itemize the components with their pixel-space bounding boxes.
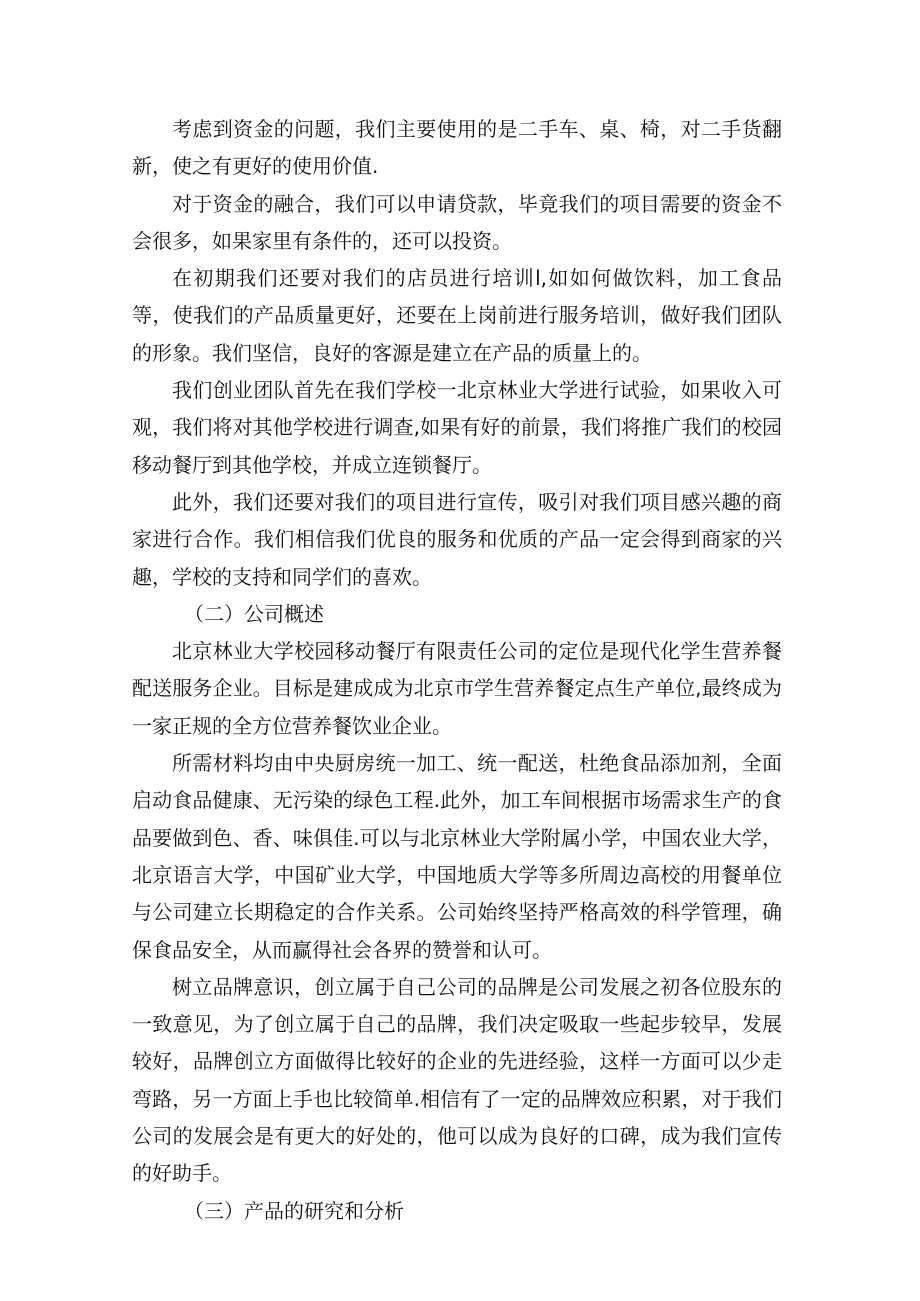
document-body: [132, 111, 782, 1230]
paragraph-company-positioning: 北京林业大学校园移动餐厅有限责任公司的定位是现代化学生营养餐配送服务企业。目标是建成成为北京市学生营养餐定点生产单位,最终成为一家正规的全方位营养餐饮业企业。: [132, 639, 782, 738]
section-heading-company-overview: （二）公司概述: [184, 601, 324, 626]
paragraph-promotion: 此外，我们还要对我们的项目进行宣传，吸引对我们项目感兴趣的商家进行合作。我们相信我们优良的服务和优质的产品一定会得到商家的兴趣，学校的支持和同学们的喜欢。: [132, 489, 782, 589]
paragraph-brand-awareness: 树立品牌意识，创立属于自己公司的品牌是公司发展之初各位股东的一致意见，为了创立属于自己的品牌，我们决定吸取一些起步较早，发展较好，品牌创立方面做得比较好的企业的先进经验，这样一方面可以少走弯路，另一方面上手也比较简单.相信有了一定的品牌效应积累，对于我们公司的发展会是有更大的好处的，他可以成为良好的口碑，成为我们宣传的好助手。: [132, 974, 782, 1186]
paragraph-funding: 对于资金的融合，我们可以申请贷款，毕竟我们的项目需要的资金不会很多，如果家里有条件的，还可以投资。: [132, 191, 782, 253]
section-heading-product-research: （三）产品的研究和分析: [184, 1198, 404, 1223]
paragraph-staff-training: 在初期我们还要对我们的店员进行培训l,如如何做饮料，加工食品等，使我们的产品质量更好，还要在上岗前进行服务培训，做好我们团队的形象。我们坚信，良好的客源是建立在产品的质量上的。: [132, 266, 782, 365]
paragraph-pilot-expansion: 我们创业团队首先在我们学校一北京林业大学进行试验，如果收入可观，我们将对其他学校进行调查,如果有好的前景，我们将推广我们的校园移动餐厅到其他学校，并成立连锁餐厅。: [132, 378, 782, 477]
paragraph-central-kitchen: 所需材料均由中央厨房统一加工、统一配送，杜绝食品添加剂，全面启动食品健康、无污染的绿色工程.此外，加工车间根据市场需求生产的食品要做到色、香、味俱佳.可以与北京林业大学附属小学，中国农业大学，北京语言大学，中国矿业大学，中国地质大学等多所周边高校的用餐单位与公司建立长期稳定的合作关系。公司始终坚持严格高效的科学管理，确保食品安全，从而赢得社会各界的赞誉和认可。: [132, 751, 782, 962]
paragraph-used-equipment: 考虑到资金的问题，我们主要使用的是二手车、桌、椅，对二手货翻新，使之有更好的使用价值.: [132, 117, 782, 179]
